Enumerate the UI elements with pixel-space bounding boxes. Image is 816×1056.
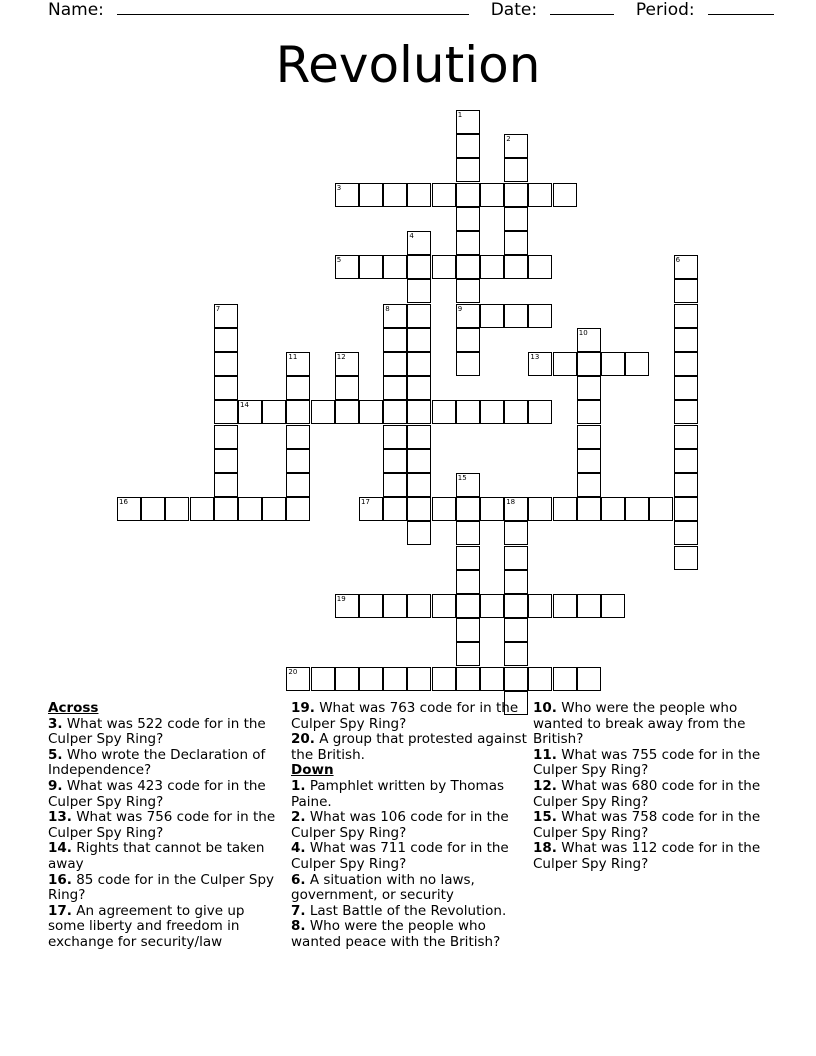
clue-item-text: Who were the people who wanted to break away from the British? (533, 700, 746, 748)
crossword-cell[interactable] (214, 449, 238, 473)
crossword-cell[interactable] (553, 667, 577, 691)
crossword-cell[interactable] (577, 328, 601, 352)
crossword-cell[interactable] (407, 328, 431, 352)
clue-item-text: What was 756 code for in the Culper Spy Ring? (48, 809, 276, 841)
crossword-cell[interactable] (456, 521, 480, 545)
crossword-cell[interactable] (407, 183, 431, 207)
crossword-cell[interactable] (674, 328, 698, 352)
crossword-cell[interactable] (456, 255, 480, 279)
clue-item-number: 9. (48, 777, 63, 794)
crossword-cell[interactable] (383, 376, 407, 400)
clue-item-text: An agreement to give up some liberty and freedom in exchange for security/law (48, 902, 245, 950)
clue-number: 5 (336, 256, 342, 265)
crossword-cell[interactable] (456, 594, 480, 618)
crossword-cell[interactable] (214, 352, 238, 376)
crossword-cell[interactable] (407, 376, 431, 400)
crossword-cell[interactable] (456, 352, 480, 376)
crossword-cell[interactable] (553, 594, 577, 618)
crossword-cell[interactable] (286, 449, 310, 473)
crossword-cell[interactable] (553, 183, 577, 207)
crossword-cell[interactable] (286, 473, 310, 497)
crossword-cell[interactable] (456, 473, 480, 497)
crossword-cell[interactable] (456, 667, 480, 691)
clue-item-text: What was 106 code for in the Culper Spy Ring? (291, 809, 509, 841)
clue-column-2 (291, 701, 527, 951)
clue-item (533, 779, 769, 810)
crossword-cell[interactable] (504, 158, 528, 182)
clue-item (48, 779, 284, 810)
crossword-cell[interactable] (214, 425, 238, 449)
crossword-cell[interactable] (214, 497, 238, 521)
crossword-cell[interactable] (528, 667, 552, 691)
crossword-cell[interactable] (359, 400, 383, 424)
crossword-cell[interactable] (407, 667, 431, 691)
crossword-cell[interactable] (480, 594, 504, 618)
crossword-cell[interactable] (432, 183, 456, 207)
clue-item-number: 10. (533, 700, 557, 716)
crossword-cell[interactable] (553, 497, 577, 521)
clue-item-number: 3. (48, 715, 63, 732)
page-title: Revolution (275, 36, 541, 94)
clue-number: 17 (361, 498, 370, 507)
crossword-cell[interactable] (432, 400, 456, 424)
crossword-cell[interactable] (335, 183, 359, 207)
clue-item-number: 12. (533, 777, 557, 794)
clue-number: 19 (336, 595, 346, 603)
crossword-cell[interactable] (674, 255, 698, 279)
clue-item-number: 11. (533, 746, 557, 763)
crossword-cell[interactable] (407, 352, 431, 376)
clue-item-number: 6. (291, 871, 306, 888)
crossword-cell[interactable] (504, 400, 528, 424)
crossword-cell[interactable] (286, 376, 310, 400)
crossword-cell[interactable] (383, 473, 407, 497)
clue-number: 13 (530, 353, 540, 361)
crossword-cell[interactable] (625, 497, 649, 521)
crossword-cell[interactable] (383, 425, 407, 449)
crossword-cell[interactable] (504, 642, 528, 666)
crossword-cell[interactable] (528, 255, 552, 279)
crossword-cell[interactable] (674, 376, 698, 400)
crossword-cell[interactable] (504, 521, 528, 545)
clue-item (48, 717, 284, 748)
crossword-cell[interactable] (432, 667, 456, 691)
clue-item (291, 919, 527, 950)
clue-item (48, 748, 284, 779)
crossword-cell[interactable] (286, 497, 310, 521)
clue-item-text: Who wrote the Declaration of Independence? (48, 746, 266, 779)
crossword-cell[interactable] (577, 352, 601, 376)
crossword-cell[interactable] (286, 352, 310, 376)
clue-section-heading: Across (48, 700, 99, 716)
clue-number: 18 (506, 498, 516, 507)
crossword-cell[interactable] (456, 158, 480, 182)
crossword-cell[interactable] (214, 376, 238, 400)
crossword-cell[interactable] (359, 255, 383, 279)
crossword-cell[interactable] (577, 667, 601, 691)
crossword-cell[interactable] (383, 304, 407, 328)
clue-item-number: 4. (291, 840, 306, 857)
crossword-cell[interactable] (456, 183, 480, 207)
crossword-cell[interactable] (359, 594, 383, 618)
crossword-cell[interactable] (577, 449, 601, 473)
crossword-cell[interactable] (117, 497, 141, 521)
crossword-cell[interactable] (262, 497, 286, 521)
clue-item-text: What was 112 code for in the Culper Spy Ring? (533, 840, 761, 872)
crossword-cell[interactable] (383, 352, 407, 376)
crossword-cell[interactable] (335, 400, 359, 424)
clue-number: 2 (506, 135, 511, 144)
crossword-cell[interactable] (407, 473, 431, 497)
crossword-cell[interactable] (504, 594, 528, 618)
crossword-cell[interactable] (674, 425, 698, 449)
clue-item-text: Last Battle of the Revolution. (305, 902, 507, 919)
clue-number: 12 (336, 353, 346, 361)
clue-item-text: What was 711 code for in the Culper Spy Ring? (291, 840, 509, 872)
clue-item-text: What was 522 code for in the Culper Spy Ring? (48, 715, 266, 748)
crossword-cell[interactable] (214, 304, 238, 328)
crossword-cell[interactable] (504, 304, 528, 328)
crossword-cell[interactable] (383, 667, 407, 691)
crossword-cell[interactable] (577, 376, 601, 400)
crossword-cell[interactable] (504, 497, 528, 521)
clue-item-number: 5. (48, 746, 63, 763)
crossword-cell[interactable] (553, 352, 577, 376)
crossword-cell[interactable] (456, 497, 480, 521)
crossword-cell[interactable] (432, 255, 456, 279)
crossword-cell[interactable] (165, 497, 189, 521)
clue-item-text: What was 758 code for in the Culper Spy Ring? (533, 809, 761, 841)
crossword-cell[interactable] (528, 497, 552, 521)
clue-item-number: 15. (533, 809, 557, 826)
crossword-cell[interactable] (456, 207, 480, 231)
clue-number: 3 (336, 183, 342, 192)
crossword-cell[interactable] (335, 255, 359, 279)
crossword-cell[interactable] (601, 594, 625, 618)
crossword-cell[interactable] (335, 594, 359, 618)
clue-item-text: 85 code for in the Culper Spy Ring? (48, 871, 275, 904)
clue-item-text: A situation with no laws, government, or security (291, 871, 475, 904)
clue-number: 20 (288, 667, 298, 676)
crossword-cell[interactable] (577, 400, 601, 424)
crossword-cell[interactable] (577, 425, 601, 449)
crossword-cell[interactable] (480, 400, 504, 424)
crossword-cell[interactable] (480, 255, 504, 279)
crossword-cell[interactable] (335, 352, 359, 376)
clue-item-number: 2. (291, 809, 306, 826)
clue-item (48, 841, 284, 872)
crossword-cell[interactable] (601, 352, 625, 376)
clue-number: 8 (385, 304, 390, 313)
crossword-cell[interactable] (359, 497, 383, 521)
clue-number: 16 (119, 498, 128, 507)
crossword-cell[interactable] (456, 546, 480, 570)
clue-number: 9 (457, 304, 463, 313)
crossword-cell[interactable] (674, 521, 698, 545)
crossword-cell[interactable] (456, 400, 480, 424)
clue-item-number: 7. (291, 902, 306, 919)
crossword-cell[interactable] (286, 425, 310, 449)
crossword-cell[interactable] (577, 497, 601, 521)
clue-item (533, 701, 769, 748)
crossword-cell[interactable] (504, 667, 528, 691)
clue-item (291, 873, 527, 904)
crossword-cell[interactable] (407, 231, 431, 255)
crossword-cell[interactable] (238, 400, 262, 424)
crossword-cell[interactable] (456, 642, 480, 666)
crossword-cell[interactable] (141, 497, 165, 521)
clue-item (48, 904, 284, 951)
clue-item-text: Who were the people who wanted peace with the British? (291, 918, 501, 950)
clue-item (533, 810, 769, 841)
crossword-cell[interactable] (528, 594, 552, 618)
crossword-cell[interactable] (528, 304, 552, 328)
crossword-cell[interactable] (383, 183, 407, 207)
clue-item (291, 904, 527, 920)
crossword-cell[interactable] (649, 497, 673, 521)
clue-number: 14 (240, 401, 249, 410)
crossword-cell[interactable] (504, 255, 528, 279)
clue-item-number: 8. (291, 918, 306, 935)
crossword-cell[interactable] (432, 497, 456, 521)
crossword-cell[interactable] (311, 400, 335, 424)
crossword-cell[interactable] (674, 400, 698, 424)
crossword-cell[interactable] (456, 570, 480, 594)
crossword-cell[interactable] (383, 449, 407, 473)
clue-item-text: Rights that cannot be taken away (48, 840, 265, 872)
clue-column-3 (533, 701, 769, 873)
crossword-cell[interactable] (456, 231, 480, 255)
crossword-cell[interactable] (383, 497, 407, 521)
crossword-cell[interactable] (456, 110, 480, 134)
crossword-cell[interactable] (674, 279, 698, 303)
crossword-cell[interactable] (504, 134, 528, 158)
clue-item (291, 779, 527, 810)
clue-item-text: What was 755 code for in the Culper Spy Ring? (533, 746, 761, 779)
crossword-cell[interactable] (190, 497, 214, 521)
crossword-cell[interactable] (214, 473, 238, 497)
crossword-cell[interactable] (456, 134, 480, 158)
crossword-cell[interactable] (214, 400, 238, 424)
clue-item (48, 810, 284, 841)
clue-number: 4 (409, 232, 414, 240)
crossword-cell[interactable] (456, 328, 480, 352)
crossword-cell[interactable] (383, 594, 407, 618)
period-label: Period: (635, 0, 695, 20)
crossword-cell[interactable] (214, 328, 238, 352)
crossword-cell[interactable] (407, 521, 431, 545)
crossword-cell[interactable] (504, 207, 528, 231)
clue-item (533, 748, 769, 779)
crossword-cell[interactable] (407, 255, 431, 279)
crossword-cell[interactable] (407, 497, 431, 521)
crossword-cell[interactable] (456, 279, 480, 303)
clue-number: 10 (578, 328, 588, 337)
clue-item (291, 732, 527, 763)
crossword-cell[interactable] (674, 546, 698, 570)
clue-number: 15 (457, 474, 467, 482)
crossword-cell[interactable] (383, 400, 407, 424)
clue-item-number: 17. (48, 902, 72, 919)
clue-item (533, 841, 769, 872)
crossword-cell[interactable] (383, 328, 407, 352)
clue-number: 11 (288, 353, 298, 361)
crossword-cell[interactable] (504, 183, 528, 207)
crossword-cell[interactable] (528, 400, 552, 424)
crossword-cell[interactable] (674, 304, 698, 328)
crossword-cell[interactable] (674, 497, 698, 521)
crossword-cell[interactable] (407, 449, 431, 473)
clue-item (291, 810, 527, 841)
clue-item-text: What was 763 code for in the Culper Spy Ring? (291, 700, 519, 732)
clue-item-number: 18. (533, 840, 557, 857)
crossword-cell[interactable] (674, 449, 698, 473)
crossword-cell[interactable] (577, 473, 601, 497)
clue-item-text: Pamphlet written by Thomas Paine. (291, 777, 504, 810)
crossword-cell[interactable] (286, 400, 310, 424)
clue-item-number: 20. (291, 731, 315, 748)
crossword-cell[interactable] (674, 473, 698, 497)
crossword-cell[interactable] (407, 400, 431, 424)
crossword-cell[interactable] (577, 594, 601, 618)
clue-number: 1 (457, 111, 463, 119)
crossword-cell[interactable] (238, 497, 262, 521)
crossword-cell[interactable] (456, 304, 480, 328)
crossword-cell[interactable] (504, 231, 528, 255)
crossword-cell[interactable] (359, 183, 383, 207)
crossword-cell[interactable] (262, 400, 286, 424)
clue-item-number: 1. (291, 777, 306, 794)
crossword-cell[interactable] (407, 425, 431, 449)
clue-item-text: What was 423 code for in the Culper Spy Ring? (48, 777, 266, 810)
clue-item (291, 841, 527, 872)
crossword-cell[interactable] (480, 183, 504, 207)
crossword-cell[interactable] (528, 183, 552, 207)
crossword-cell[interactable] (504, 546, 528, 570)
crossword-cell[interactable] (286, 667, 310, 691)
crossword-cell[interactable] (456, 618, 480, 642)
clue-item-number: 16. (48, 871, 72, 888)
crossword-cell[interactable] (407, 279, 431, 303)
crossword-cell[interactable] (311, 667, 335, 691)
crossword-cell[interactable] (625, 352, 649, 376)
crossword-cell[interactable] (407, 594, 431, 618)
crossword-cell[interactable] (383, 255, 407, 279)
clue-item (291, 701, 527, 732)
crossword-cell[interactable] (504, 618, 528, 642)
crossword-cell[interactable] (359, 667, 383, 691)
clue-section-heading: Down (291, 762, 334, 779)
clue-item-number: 13. (48, 809, 72, 826)
crossword-cell[interactable] (601, 497, 625, 521)
date-label: Date: (490, 0, 538, 20)
clue-item (48, 873, 284, 904)
crossword-cell[interactable] (480, 304, 504, 328)
crossword-cell[interactable] (335, 376, 359, 400)
clue-number: 6 (675, 256, 681, 265)
crossword-cell[interactable] (528, 352, 552, 376)
crossword-cell[interactable] (432, 594, 456, 618)
crossword-cell[interactable] (480, 667, 504, 691)
clue-item-text: A group that protested against the British. (291, 731, 527, 763)
clue-item-text: What was 680 code for in the Culper Spy Ring? (533, 777, 761, 810)
clue-item-number: 19. (291, 700, 315, 716)
clue-item-number: 14. (48, 840, 72, 857)
crossword-cell[interactable] (335, 667, 359, 691)
name-label: Name: (48, 0, 104, 20)
crossword-cell[interactable] (480, 497, 504, 521)
clue-number: 7 (215, 304, 221, 313)
clue-column-1 (48, 701, 284, 951)
crossword-cell[interactable] (504, 570, 528, 594)
crossword-cell[interactable] (674, 352, 698, 376)
crossword-cell[interactable] (407, 304, 431, 328)
